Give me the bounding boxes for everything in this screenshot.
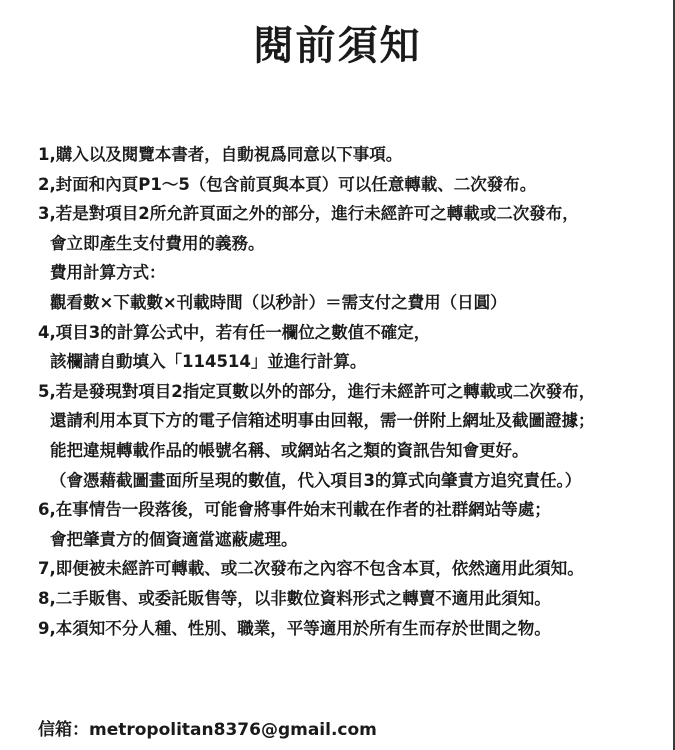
notice-item-5: 5,若是發現對項目2指定頁數以外的部分，進行未經許可之轉載或二次發布，: [38, 381, 596, 401]
notice-body: [38, 140, 658, 643]
notice-item-9: 9,本須知不分人種、性別、職業，平等適用於所有生而存於世間之物。: [38, 618, 551, 638]
notice-item-5-continuation-1: 還請利用本頁下方的電子信箱述明事由回報，需一併附上網址及截圖證據；: [50, 411, 595, 431]
notice-item-2: 2,封面和內頁P1～5（包含前頁與本頁）可以任意轉載、二次發布。: [38, 174, 537, 194]
page-title: 閱前須知: [253, 23, 422, 69]
notice-item-7: 7,即便被未經許可轉載、或二次發布之內容不包含本頁，依然適用此須知。: [38, 559, 584, 579]
notice-item-6-continuation: 會把肇責方的個資適當遮蔽處理。: [50, 529, 298, 549]
notice-item-3-continuation: 會立即產生支付費用的義務。: [50, 233, 265, 253]
notice-item-6: 6,在事情告一段落後，可能會將事件始末刊載在作者的社群網站等處；: [38, 500, 551, 520]
notice-item-5-note: （會憑藉截圖畫面所呈現的數值，代入項目3的算式向肇責方追究責任。）: [50, 470, 582, 490]
notice-item-4: 4,項目3的計算公式中，若有任一欄位之數值不確定，: [38, 322, 431, 342]
fee-formula: 觀看數×下載數×刊載時間（以秒計）＝需支付之費用（日圓）: [50, 292, 507, 312]
notice-item-5-continuation-2: 能把違規轉載作品的帳號名稱、或網站名之類的資訊告知會更好。: [50, 440, 529, 460]
notice-item-1: 1,購入以及閱覽本書者，自動視爲同意以下事項。: [38, 145, 403, 164]
notice-item-3: 3,若是對項目2所允許頁面之外的部分，進行未經許可之轉載或二次發布，: [38, 204, 579, 224]
notice-item-4-continuation: 該欄請自動填入「114514」並進行計算。: [50, 352, 367, 372]
contact-email: 信箱：metropolitan8376@gmail.com: [38, 720, 377, 740]
notice-item-8: 8,二手販售、或委託販售等，以非數位資料形式之轉賣不適用此須知。: [38, 588, 551, 608]
fee-formula-heading: 費用計算方式：: [50, 263, 166, 283]
